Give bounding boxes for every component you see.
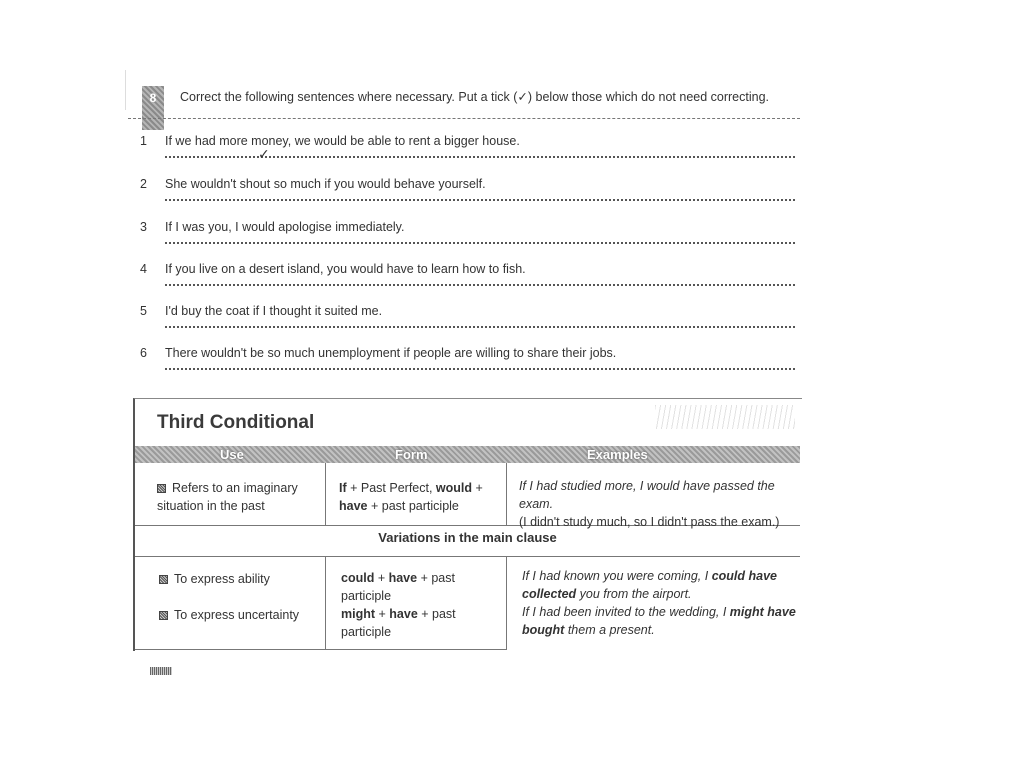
form-have: have xyxy=(389,607,418,621)
sentence-item xyxy=(140,304,800,344)
form-cell: If + Past Perfect, would + have + past participle xyxy=(339,481,483,513)
sentence-item xyxy=(140,220,800,260)
answer-line[interactable] xyxy=(165,326,795,328)
example-highlight: could have collected xyxy=(522,569,777,601)
bullet-icon xyxy=(159,575,168,584)
use-text: Refers to an imaginary situation in the past xyxy=(157,481,298,513)
form-mid: + Past Perfect, xyxy=(346,481,436,495)
row-divider xyxy=(135,649,507,650)
example-part: If I had been invited to the wedding, I xyxy=(522,605,730,619)
column-divider xyxy=(325,463,326,525)
sentence-text: If we had more money, we would be able to rent a bigger house. xyxy=(165,134,520,148)
sentence-item xyxy=(140,262,800,302)
sentence-text: I'd buy the coat if I thought it suited me. xyxy=(165,304,383,318)
form-would: would xyxy=(435,481,473,495)
example-cell xyxy=(519,477,799,531)
form-tail: + past participle xyxy=(341,571,455,603)
use-cell xyxy=(159,606,319,624)
form-have: have xyxy=(388,571,418,585)
header-divider xyxy=(128,118,800,119)
bullet-icon xyxy=(159,611,168,620)
use-cell xyxy=(159,570,319,588)
exercise-instruction: Correct the following sentences where necessary. Put a tick (✓) below those which do not need correcting. xyxy=(180,90,770,104)
exercise-number: 8 xyxy=(149,91,157,105)
answer-line[interactable] xyxy=(165,199,795,201)
row-divider xyxy=(135,556,800,557)
form-plus: + xyxy=(375,607,390,621)
exercise-number-badge xyxy=(142,86,164,130)
header-use: Use xyxy=(220,447,244,462)
sentence-text: There wouldn't be so much unemployment if people are willing to share their jobs. xyxy=(165,346,617,360)
column-divider xyxy=(506,556,507,649)
form-tail: + past participle xyxy=(341,607,456,639)
column-divider xyxy=(506,463,507,525)
example-cell xyxy=(522,603,797,639)
page-footer-mark xyxy=(150,667,172,675)
use-cell xyxy=(157,479,317,515)
variations-title: Variations in the main clause xyxy=(378,530,557,545)
sentence-number: 1 xyxy=(140,134,147,148)
sentence-number: 4 xyxy=(140,262,147,276)
answer-line[interactable] xyxy=(165,368,795,370)
example-cell xyxy=(522,567,797,603)
sentence-text: If you live on a desert island, you would have to learn how to fish. xyxy=(165,262,526,276)
form-cell xyxy=(341,569,501,605)
sentence-text: If I was you, I would apologise immediately. xyxy=(165,220,405,234)
tick-mark-icon: ✓ xyxy=(258,146,270,162)
form-if: If xyxy=(339,481,347,495)
column-divider xyxy=(325,556,326,649)
sentence-item xyxy=(140,346,800,386)
form-modal: might xyxy=(341,607,376,621)
sentence-number: 2 xyxy=(140,177,147,191)
sentence-number: 6 xyxy=(140,346,147,360)
form-modal: could xyxy=(341,571,375,585)
answer-line[interactable] xyxy=(165,284,795,286)
sentence-number: 5 xyxy=(140,304,147,318)
form-plus: + xyxy=(374,571,389,585)
example-sentence: If I had studied more, I would have passed the exam. xyxy=(519,479,775,511)
sentence-item xyxy=(140,177,800,217)
page-edge xyxy=(125,70,126,110)
sentence-text: She wouldn't shout so much if you would behave yourself. xyxy=(165,177,486,191)
answer-line[interactable] xyxy=(165,242,795,244)
example-explanation: (I didn't study much, so I didn't pass the exam.) xyxy=(519,515,780,529)
sentence-item xyxy=(140,134,800,174)
example-part: you from the airport. xyxy=(576,587,692,601)
example-highlight: might have bought xyxy=(522,605,796,637)
scan-noise xyxy=(655,405,795,429)
use-text: To express ability xyxy=(174,572,270,586)
header-examples: Examples xyxy=(587,447,648,462)
example-part: them a present. xyxy=(564,623,655,637)
sentence-number: 3 xyxy=(140,220,147,234)
grammar-title: Third Conditional xyxy=(157,412,315,433)
form-have: have xyxy=(339,499,368,513)
bullet-icon xyxy=(157,484,166,493)
form-cell xyxy=(341,605,501,641)
third-conditional-box xyxy=(133,398,802,651)
grammar-table-header xyxy=(135,446,800,463)
form-tail: + past participle xyxy=(367,499,459,513)
use-text: To express uncertainty xyxy=(174,608,300,622)
header-form: Form xyxy=(395,447,428,462)
example-part: If I had known you were coming, I xyxy=(522,569,712,583)
